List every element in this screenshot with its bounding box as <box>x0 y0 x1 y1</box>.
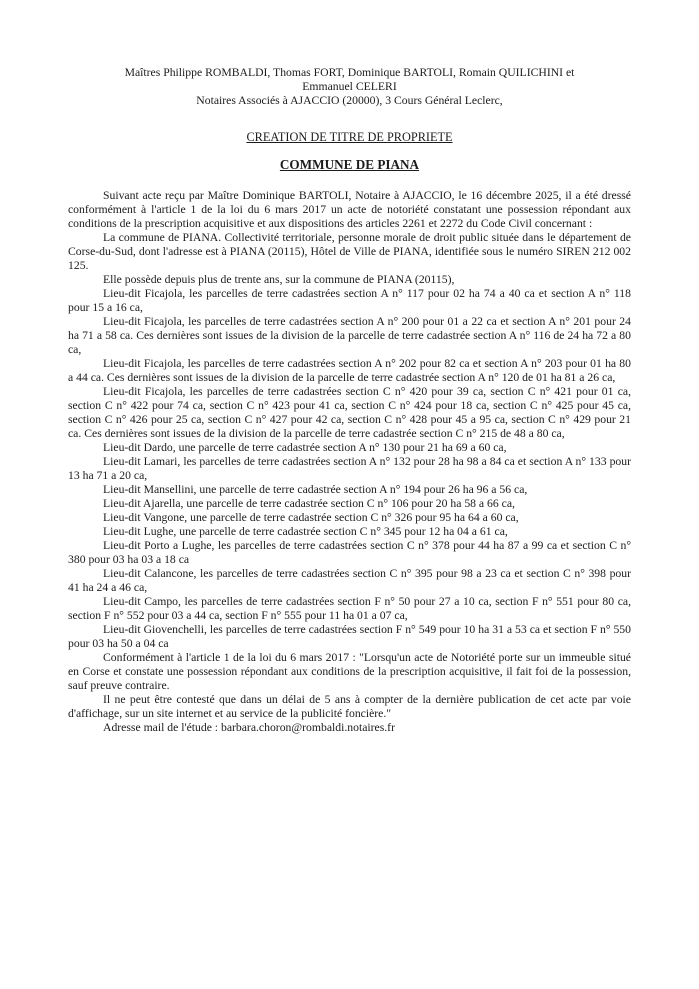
paragraph-1: Suivant acte reçu par Maître Dominique BARTOLI, Notaire à AJACCIO, le 16 décembre 2025, il a été dressé conformément à l'article 1 de la loi du 6 mars 2017 un acte de notoriété constatant une possession répondant aux conditions de la prescription acquisitive et aux dispositions des articles 2261 et 2272 du Code Civil concernant : <box>68 189 631 230</box>
document-title: CREATION DE TITRE DE PROPRIETE <box>246 130 453 144</box>
notary-header <box>68 66 631 108</box>
paragraph-3: Elle possède depuis plus de trente ans, sur la commune de PIANA (20115), <box>103 273 455 286</box>
paragraph-19: Il ne peut être contesté que dans un délai de 5 ans à compter de la dernière publication de cet acte par voie d'affichage, sur un site internet et au service de la publicité foncière." <box>68 693 631 720</box>
paragraph-6: Lieu-dit Ficajola, les parcelles de terre cadastrées section A n° 202 pour 82 ca et section A n° 203 pour 01 ha 80 a 44 ca. Ces dernières sont issues de la division de la parcelle de terre cadastrée section A n° 120 de 01 ha 81 a 26 ca, <box>68 357 631 384</box>
paragraph-10: Lieu-dit Mansellini, une parcelle de terre cadastrée section A n° 194 pour 26 ha 96 a 56 ca, <box>103 483 528 496</box>
paragraph-20: Adresse mail de l'étude : barbara.choron@rombaldi.notaires.fr <box>103 721 395 734</box>
notary-office-address: Notaires Associés à AJACCIO (20000), 3 Cours Général Leclerc, <box>196 94 503 107</box>
paragraph-9: Lieu-dit Lamari, les parcelles de terre cadastrées section A n° 132 pour 28 ha 98 a 84 ca et section A n° 133 pour 13 ha 71 a 20 ca, <box>68 455 631 482</box>
paragraph-18: Conformément à l'article 1 de la loi du 6 mars 2017 : "Lorsqu'un acte de Notoriété porte sur un immeuble situé en Corse et constate une possession répondant aux conditions de la prescription acquisitive, il fait foi de la possession, sauf preuve contraire. <box>68 651 631 692</box>
notary-names-line2: Emmanuel CELERI <box>302 80 397 93</box>
paragraph-11: Lieu-dit Ajarella, une parcelle de terre cadastrée section C n° 106 pour 20 ha 58 a 66 ca, <box>103 497 515 510</box>
paragraph-13: Lieu-dit Lughe, une parcelle de terre cadastrée section C n° 345 pour 12 ha 04 a 61 ca, <box>103 525 508 538</box>
document-body <box>68 189 631 735</box>
paragraph-14: Lieu-dit Porto a Lughe, les parcelles de terre cadastrées section C n° 378 pour 44 ha 87 a 99 ca et section C n° 380 pour 03 ha 03 a 18 ca <box>68 539 631 566</box>
paragraph-17: Lieu-dit Giovenchelli, les parcelles de terre cadastrées section F n° 549 pour 10 ha 31 a 53 ca et section F n° 550 pour 03 ha 50 a 04 ca <box>68 623 631 650</box>
paragraph-4: Lieu-dit Ficajola, les parcelles de terre cadastrées section A n° 117 pour 02 ha 74 a 40 ca et section A n° 118 pour 15 a 16 ca, <box>68 287 631 314</box>
commune-heading: COMMUNE DE PIANA <box>279 157 420 172</box>
notary-names-line1: Maîtres Philippe ROMBALDI, Thomas FORT, Dominique BARTOLI, Romain QUILICHINI et <box>124 66 575 79</box>
paragraph-16: Lieu-dit Campo, les parcelles de terre cadastrées section F n° 50 pour 27 a 10 ca, section F n° 551 pour 80 ca, section F n° 552 pour 03 a 44 ca, section F n° 555 pour 11 ha 01 a 07 ca, <box>68 595 631 622</box>
paragraph-5: Lieu-dit Ficajola, les parcelles de terre cadastrées section A n° 200 pour 01 a 22 ca et section A n° 201 pour 24 ha 71 a 58 ca. Ces dernières sont issues de la division de la parcelle de terre cadastrée section A n° 116 de 24 ha 72 a 80 ca, <box>68 315 631 356</box>
paragraph-12: Lieu-dit Vangone, une parcelle de terre cadastrée section C n° 326 pour 95 ha 64 a 60 ca, <box>103 511 519 524</box>
paragraph-7: Lieu-dit Ficajola, les parcelles de terre cadastrées section C n° 420 pour 39 ca, section C n° 421 pour 01 ca, section C n° 422 pour 74 ca, section C n° 423 pour 41 ca, section C n° 424 pour 18 ca, section C n° 425 pour 45 ca, section C n° 426 pour 25 ca, section C n° 427 pour 42 ca, section C n° 428 pour 45 a 95 ca, section C n° 429 pour 21 ca. Ces dernières sont issues de la division de la parcelle de terre cadastrée section C n° 215 de 48 a 80 ca, <box>68 385 631 440</box>
paragraph-2: La commune de PIANA. Collectivité territoriale, personne morale de droit public située dans le département de Corse-du-Sud, dont l'adresse est à PIANA (20115), Hôtel de Ville de PIANA, identifiée sous le numéro SIREN 212 002 125. <box>68 231 631 272</box>
paragraph-8: Lieu-dit Dardo, une parcelle de terre cadastrée section A n° 130 pour 21 ha 69 a 60 ca, <box>103 441 507 454</box>
paragraph-15: Lieu-dit Calancone, les parcelles de terre cadastrées section C n° 395 pour 98 a 23 ca et section C n° 398 pour 41 ha 24 a 46 ca, <box>68 567 631 594</box>
